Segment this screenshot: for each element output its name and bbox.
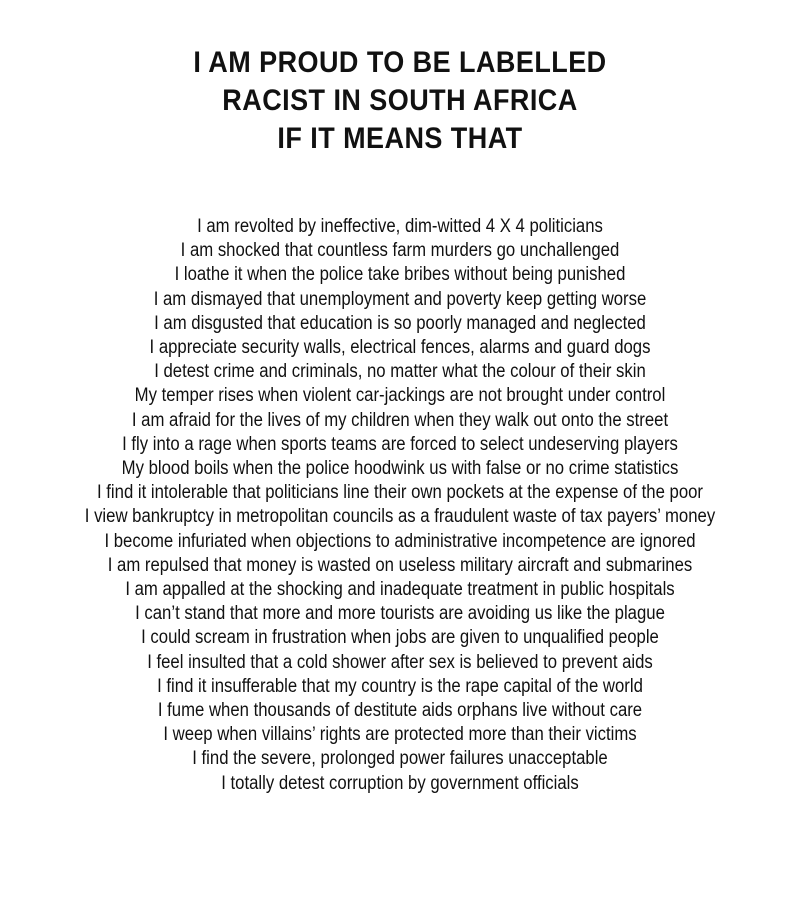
title-line-1: I AM PROUD TO BE LABELLED — [193, 46, 607, 79]
statement-line: I am dismayed that unemployment and poverty keep getting worse — [153, 288, 647, 310]
page-title — [40, 44, 760, 158]
statement-line: I find the severe, prolonged power failures unacceptable — [192, 748, 608, 770]
statement-line: I am disgusted that education is so poorly managed and neglected — [154, 312, 646, 334]
statement-line: I am revolted by ineffective, dim-witted 4 X 4 politicians — [197, 216, 603, 237]
statement-line: I weep when villains’ rights are protected more than their victims — [163, 724, 637, 746]
statement-line: I fume when thousands of destitute aids orphans live without care — [157, 700, 643, 722]
statement-line: I am afraid for the lives of my children when they walk out onto the street — [131, 409, 669, 431]
statement-line: My temper rises when violent car-jackings are not brought under control — [134, 385, 666, 407]
statement-line: I find it intolerable that politicians line their own pockets at the expense of the poor — [96, 482, 703, 504]
statement-line: I detest crime and criminals, no matter what the colour of their skin — [154, 361, 646, 383]
statement-line: I am appalled at the shocking and inadequate treatment in public hospitals — [125, 579, 675, 601]
statement-line: I loathe it when the police take bribes without being punished — [174, 264, 626, 286]
statement-line: I am shocked that countless farm murders go unchallenged — [180, 240, 620, 262]
statement-line: I find it insufferable that my country is the rape capital of the world — [157, 675, 643, 697]
statement-line: I fly into a rage when sports teams are forced to select undeserving players — [122, 433, 678, 455]
statement-line: I totally detest corruption by government officials — [221, 772, 579, 794]
statement-line: I appreciate security walls, electrical fences, alarms and guard dogs — [149, 337, 651, 359]
statement-line: I can’t stand that more and more tourists are avoiding us like the plague — [135, 603, 665, 625]
statement-line: My blood boils when the police hoodwink us with false or no crime statistics — [121, 458, 679, 480]
statement-line: I am repulsed that money is wasted on useless military aircraft and submarines — [107, 554, 693, 576]
statement-line: I become infuriated when objections to administrative incompetence are ignored — [104, 530, 696, 552]
statement-line: I feel insulted that a cold shower after sex is believed to prevent aids — [147, 651, 653, 673]
statement-line: I view bankruptcy in metropolitan councils as a fraudulent waste of tax payers’ money — [84, 506, 716, 528]
title-line-3: IF IT MEANS THAT — [277, 122, 523, 155]
title-line-2: RACIST IN SOUTH AFRICA — [222, 84, 578, 117]
statement-line: I could scream in frustration when jobs are given to unqualified people — [141, 627, 659, 649]
statement-list — [48, 215, 752, 796]
